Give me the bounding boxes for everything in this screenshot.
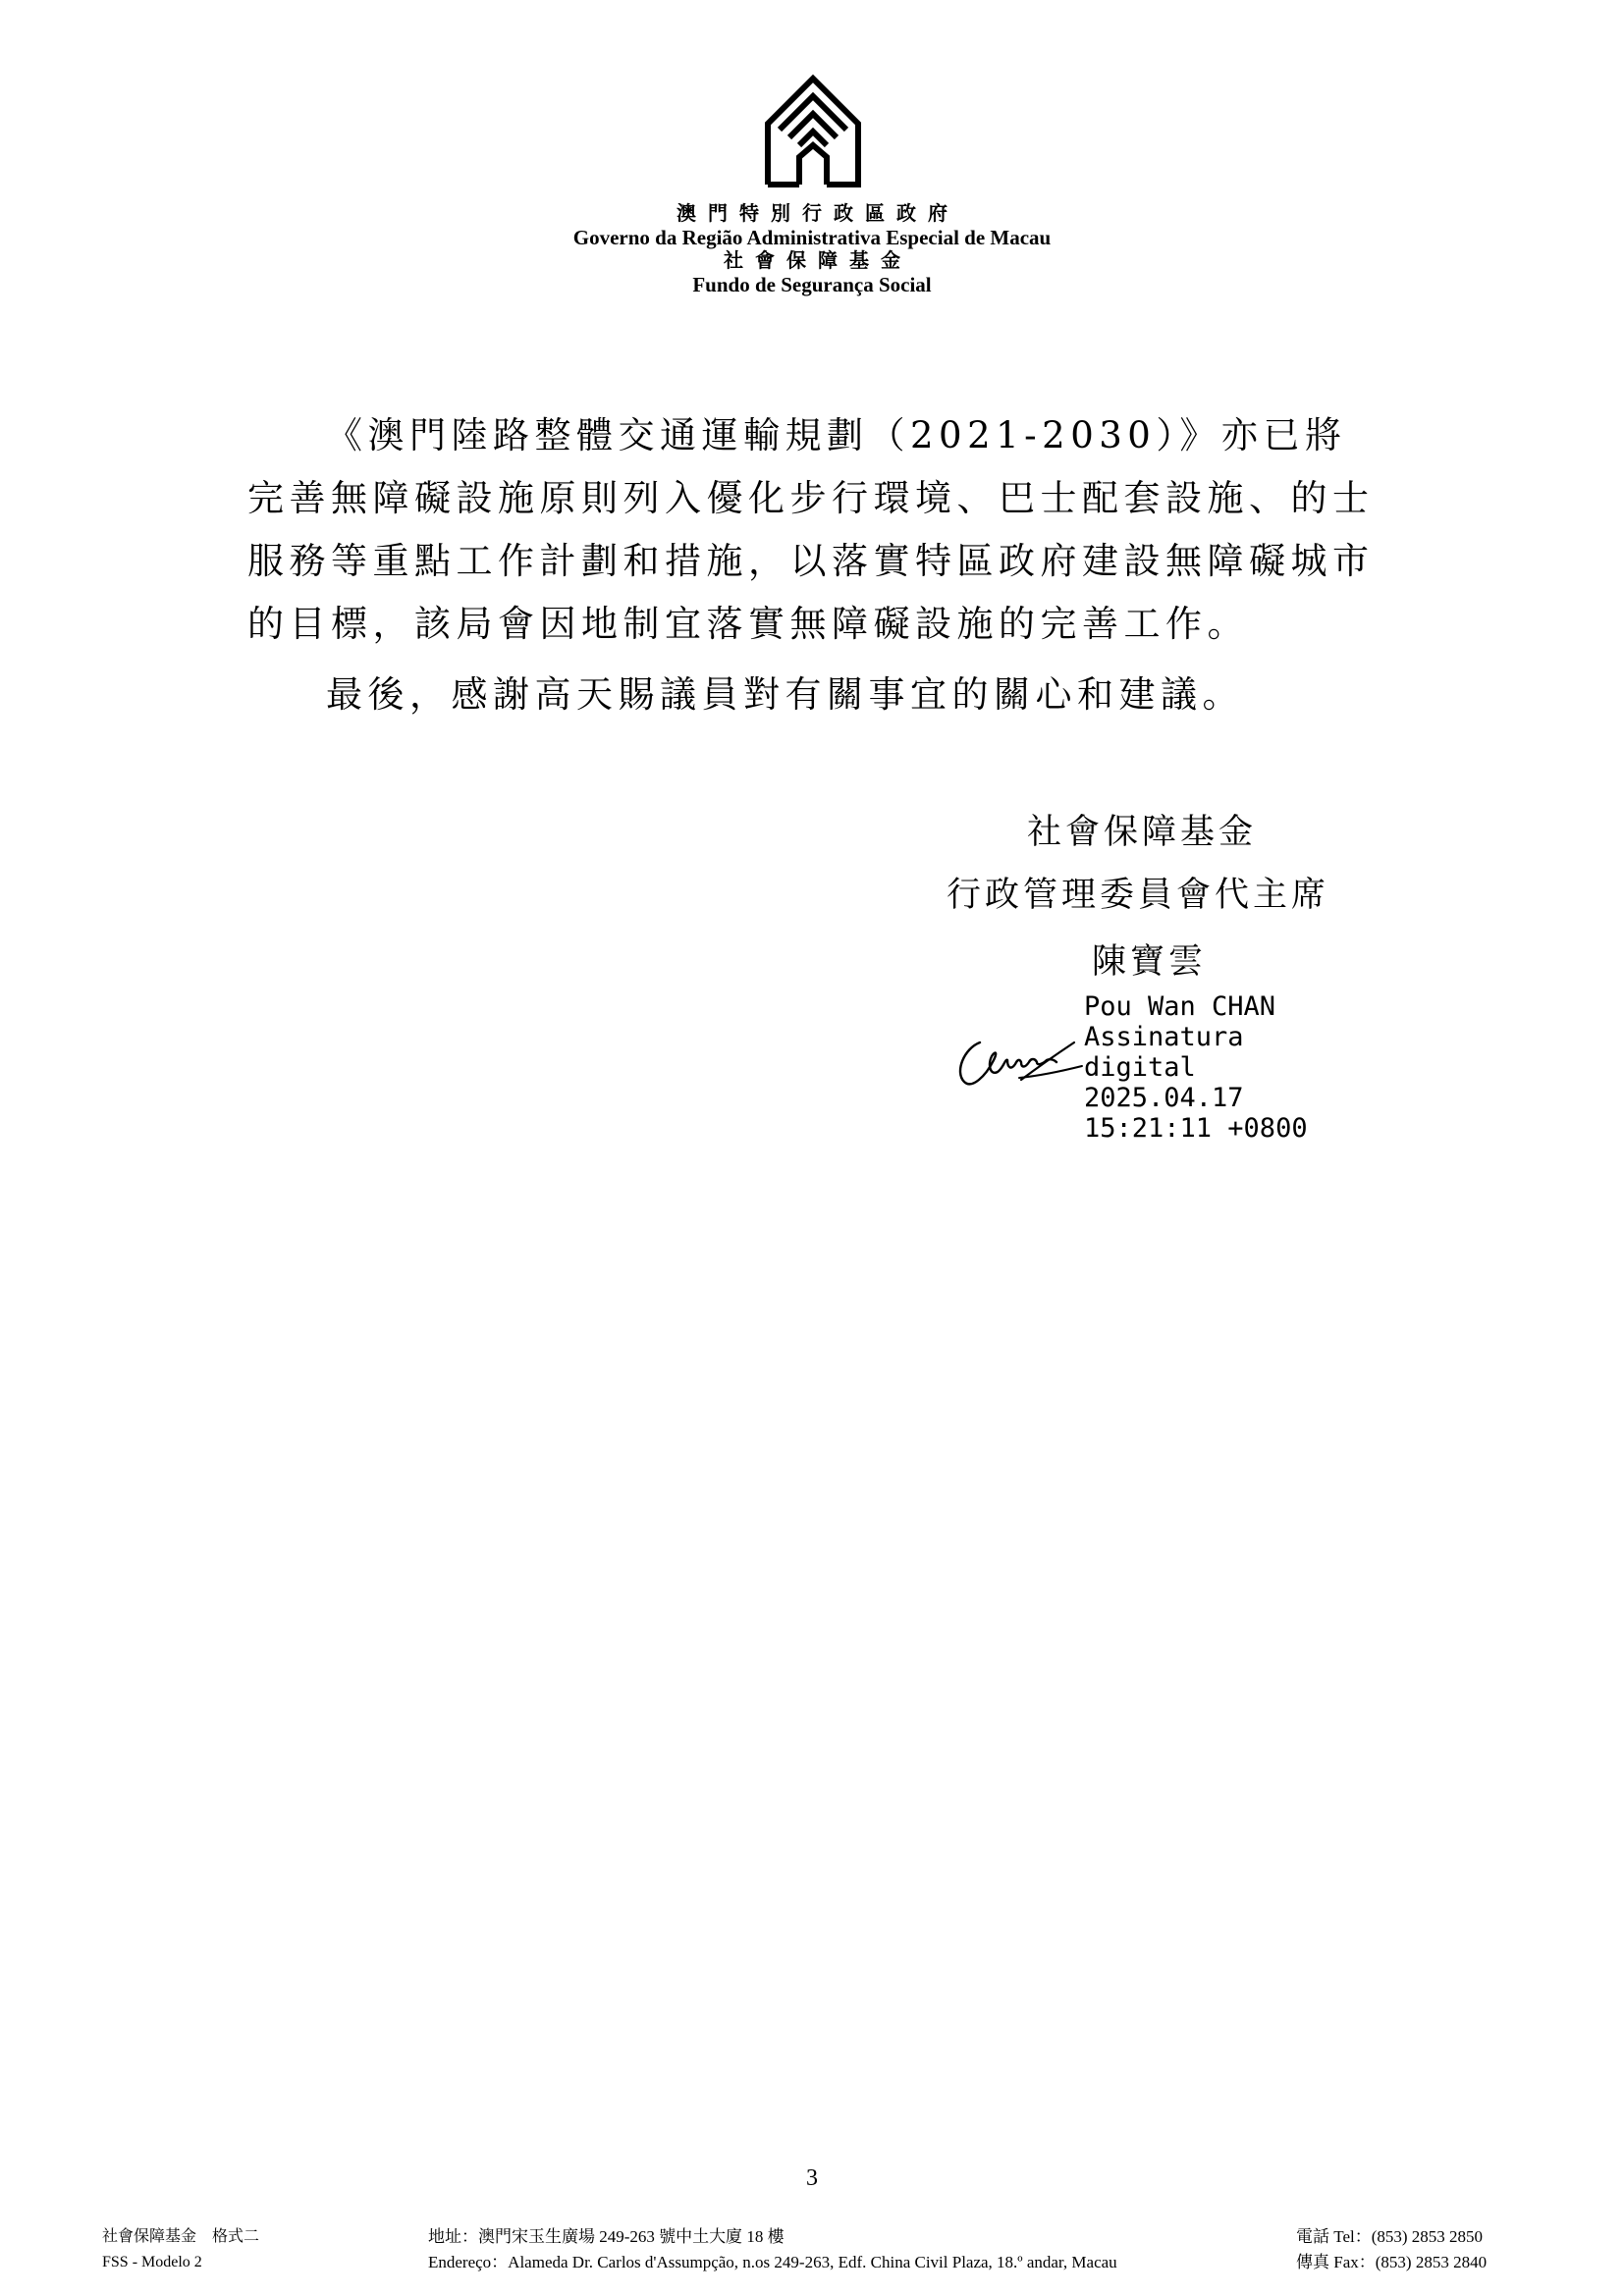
emblem-logo bbox=[762, 73, 864, 190]
footer-address bbox=[428, 2224, 1117, 2275]
department-name-chinese: 社會保障基金 bbox=[724, 250, 912, 272]
page-number: 3 bbox=[806, 2165, 818, 2191]
form-label-portuguese: FSS - Modelo 2 bbox=[102, 2254, 202, 2270]
address-portuguese: Endereço：Alameda Dr. Carlos d'Assumpção, n.os 249-263, Edf. China Civil Plaza, 18.º andar, Macau bbox=[428, 2253, 1117, 2271]
footer-contact bbox=[1296, 2224, 1487, 2275]
signatory-name: 陳寶雲 bbox=[1092, 942, 1208, 982]
letterhead bbox=[0, 202, 1624, 296]
telephone: 電話 Tel：(853) 2853 2850 bbox=[1296, 2227, 1484, 2246]
handwritten-signature bbox=[950, 1021, 1088, 1099]
government-name-chinese: 澳門特別行政區政府 bbox=[677, 203, 959, 225]
address-chinese: 地址：澳門宋玉生廣場 249-263 號中土大廈 18 樓 bbox=[428, 2227, 785, 2246]
form-label-chinese: 社會保障基金 格式二 bbox=[102, 2228, 260, 2245]
signature-organization: 社會保障基金 bbox=[1027, 813, 1258, 852]
footer-form-info bbox=[102, 2224, 259, 2275]
government-name-portuguese: Governo da Região Administrativa Especial de Macau bbox=[572, 226, 1052, 249]
department-name-portuguese: Fundo de Segurança Social bbox=[692, 273, 932, 296]
fax: 傳真 Fax：(853) 2853 2840 bbox=[1296, 2253, 1488, 2271]
signature-title: 行政管理委員會代主席 bbox=[947, 876, 1330, 915]
body-paragraph-2: 最後，感謝高天賜議員對有關事宜的關心和建議。 bbox=[326, 673, 1244, 716]
digital-signature-stamp: Pou Wan CHAN Assinatura digital 2025.04.17 15:21:11 +0800 bbox=[1084, 991, 1308, 1144]
body-paragraph-1: 《澳門陸路整體交通運輸規劃（2021-2030）》亦已將完善無障礙設施原則列入優化步行環境、巴士配套設施、的士服務等重點工作計劃和措施，以落實特區政府建設無障礙城市的目標，該局會因地制宜落實無障礙設施的完善工作。 bbox=[247, 414, 1375, 645]
